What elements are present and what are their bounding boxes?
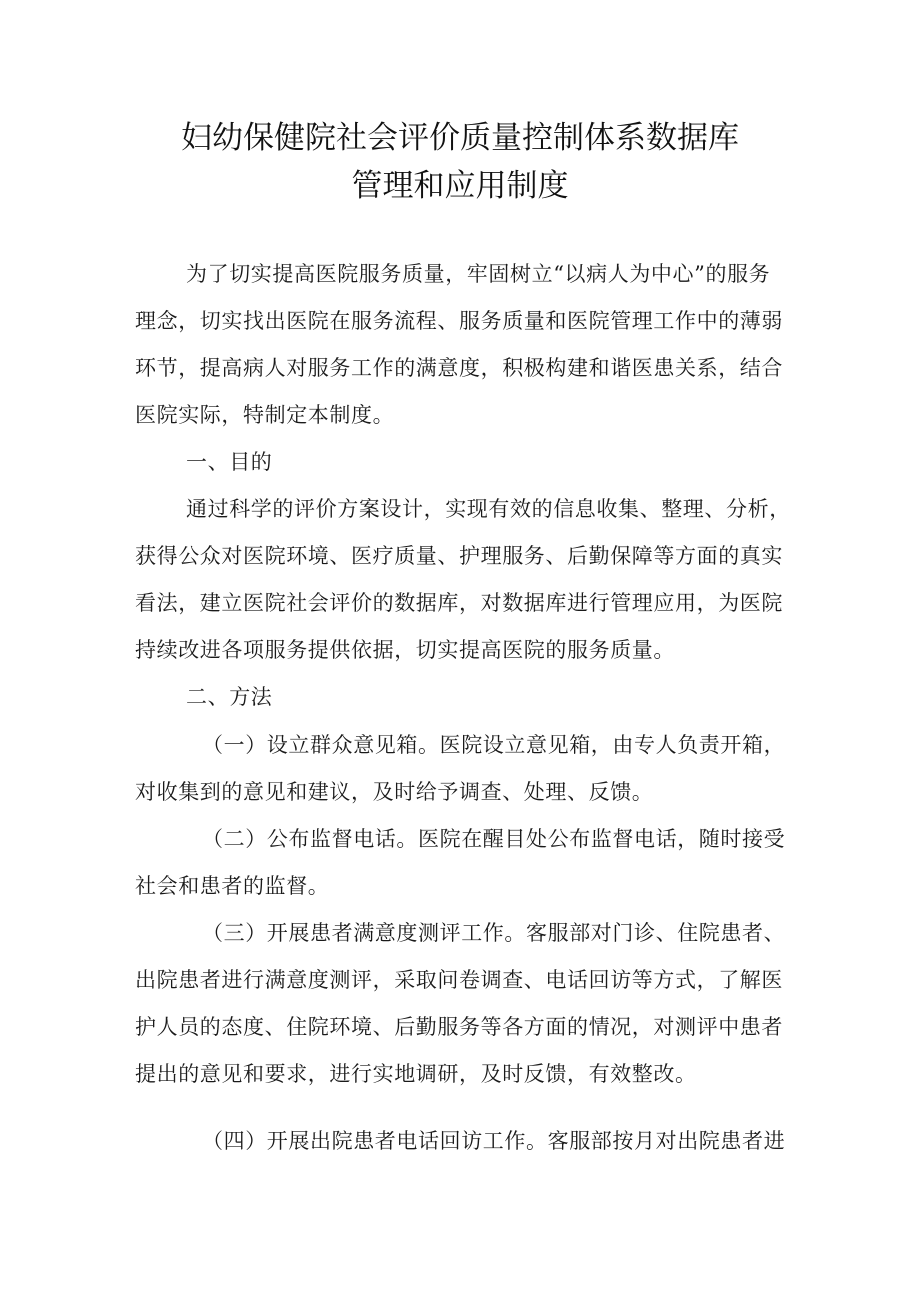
paragraph-line: 社会和患者的监督。 bbox=[135, 874, 330, 898]
paragraph-line: （三）开展患者满意度测评工作。客服部对门诊、住院患者、 bbox=[202, 921, 786, 945]
paragraph-line: 对收集到的意见和建议，及时给予调查、处理、反馈。 bbox=[135, 780, 654, 804]
paragraph-line: 理念，切实找出医院在服务流程、服务质量和医院管理工作中的薄弱 bbox=[135, 309, 783, 333]
paragraph-line: 持续改进各项服务提供依据，切实提高医院的服务质量。 bbox=[135, 638, 675, 662]
paragraph-line: （四）开展出院患者电话回访工作。客服部按月对出院患者进 bbox=[202, 1129, 786, 1153]
paragraph-line: 提出的意见和要求，进行实地调研，及时反馈，有效整改。 bbox=[135, 1062, 697, 1086]
section-heading: 二、方法 bbox=[186, 685, 273, 709]
paragraph-line: （二）公布监督电话。医院在醒目处公布监督电话，随时接受 bbox=[202, 827, 786, 851]
paragraph-line: 护人员的态度、住院环境、后勤服务等各方面的情况，对测评中患者 bbox=[135, 1015, 783, 1039]
section-heading: 一、目的 bbox=[186, 450, 273, 474]
document-title-line-1: 妇幼保健院社会评价质量控制体系数据库 bbox=[181, 120, 739, 156]
paragraph-line: 通过科学的评价方案设计，实现有效的信息收集、整理、分析， bbox=[186, 497, 791, 521]
paragraph-line: 为了切实提高医院服务质量，牢固树立“以病人为中心”的服务 bbox=[186, 262, 771, 286]
paragraph-line: 获得公众对医院环境、医疗质量、护理服务、后勤保障等方面的真实 bbox=[135, 544, 783, 568]
document-title-line-2: 管理和应用制度 bbox=[351, 168, 569, 204]
paragraph-line: （一）设立群众意见箱。医院设立意见箱，由专人负责开箱， bbox=[202, 733, 786, 757]
paragraph-line: 环节，提高病人对服务工作的满意度，积极构建和谐医患关系，结合 bbox=[135, 356, 783, 380]
paragraph-line: 看法，建立医院社会评价的数据库，对数据库进行管理应用，为医院 bbox=[135, 591, 783, 615]
paragraph-line: 出院患者进行满意度测评，采取问卷调查、电话回访等方式，了解医 bbox=[135, 968, 783, 992]
paragraph-line: 医院实际，特制定本制度。 bbox=[135, 403, 395, 427]
